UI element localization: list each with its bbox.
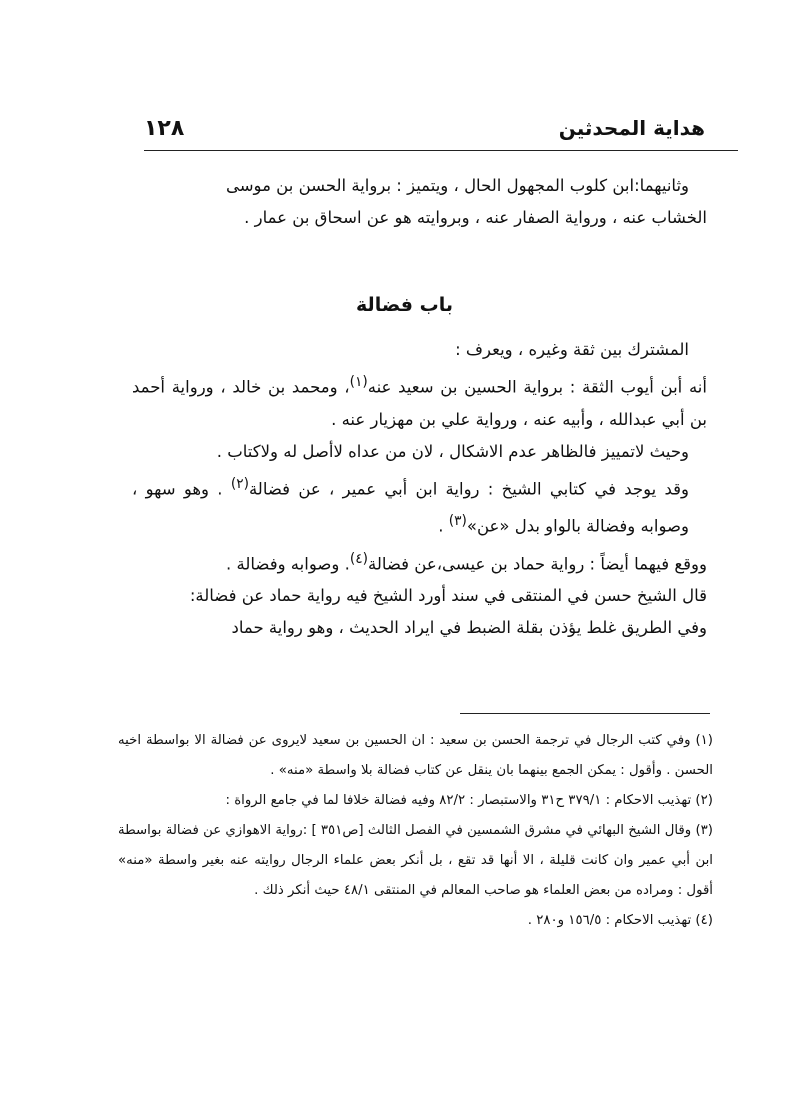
paragraph-4-a: وقد يوجد في كتابي الشيخ : رواية ابن أبي عمير ، عن فضالة — [248, 479, 689, 498]
paragraph-6: قال الشيخ حسن في المنتقى في سند أورد الشيخ فيه رواية حماد عن فضالة: — [189, 586, 707, 605]
paragraph-1: المشترك بين ثقة وغيره ، ويعرف : — [455, 340, 689, 359]
footnote-rule — [460, 713, 710, 714]
paragraph-4 — [132, 468, 707, 543]
footnotes — [118, 726, 713, 936]
footnote-ref-1: (١) — [349, 374, 368, 390]
paragraph-4-b: . وهو سهو ، وصوابه وفضالة بالواو بدل «عن» — [132, 479, 689, 536]
footnote-3: (٣) وقال الشيخ البهائي في مشرق الشمسين في الفصل الثالث [ص٣٥١ ] :رواية الاهوازي عن فضالة بواسطة ابن أبي عمير وان كانت قليلة ، الا أنها قد تقع ، بل أنكر بعض علماء الرجال روايته عنه بغير واسطة «منه» أقول : ومراده من بعض العلماء هو صاحب المعالم في المنتقى ٤٨/١ حيث أنكر ذلك . — [118, 823, 713, 898]
footnote-4: (٤) تهذيب الاحكام : ١٥٦/٥ و٢٨٠ . — [527, 913, 713, 928]
paragraph-4-c: . — [438, 516, 449, 536]
paragraph-5-a: ووقع فيهما أيضاً : رواية حماد بن عيسى،عن فضالة — [367, 554, 707, 573]
paragraph-2 — [132, 366, 707, 436]
intro-line-1: وثانيهما:ابن كلوب المجهول الحال ، ويتميز : برواية الحسن بن موسى — [225, 176, 689, 195]
intro-paragraph — [132, 170, 707, 234]
section-body — [132, 334, 707, 644]
paragraph-5 — [132, 543, 707, 581]
paragraph-3: وحيث لاتمييز فالظاهر عدم الاشكال ، لان من عداه لاأصل له ولاكتاب . — [216, 441, 689, 461]
footnote-2: (٢) تهذيب الاحكام : ٣٧٩/١ ح٣١ والاستبصار : ٨٢/٢ وفيه فضالة خلافا لما في جامع الرواة : — [225, 793, 713, 808]
header-rule — [144, 150, 738, 151]
running-title: هداية المحدثين — [558, 116, 705, 140]
section-heading: باب فضالة — [356, 294, 453, 316]
paragraph-5-b: . وصوابه وفضالة . — [226, 554, 350, 573]
page-number: ١٢٨ — [144, 116, 185, 141]
footnote-ref-3: (٣) — [448, 513, 467, 529]
footnote-ref-4: (٤) — [349, 550, 368, 567]
paragraph-2-a: أنه أبن أيوب الثقة : برواية الحسين بن سعيد عنه — [367, 377, 707, 397]
paragraph-2-b: ، ومحمد بن خالد ، ورواية أحمد بن أبي عبدالله ، وأبيه عنه ، ورواية علي بن مهزيار عنه . — [132, 377, 707, 429]
paragraph-7: وفي الطريق غلط يؤذن بقلة الضبط في ايراد الحديث ، وهو رواية حماد — [231, 618, 707, 637]
footnote-ref-2: (٢) — [230, 475, 249, 492]
intro-line-2: الخشاب عنه ، ورواية الصفار عنه ، وبروايته هو عن اسحاق بن عمار . — [244, 208, 707, 227]
footnote-1: (١) وفي كتب الرجال في ترجمة الحسن بن سعيد : ان الحسين بن سعيد لايروى عن فضالة الا بواسطة اخيه الحسن . وأقول : يمكن الجمع بينهما بان ينقل عن كتاب فضالة بلا واسطة «منه» . — [118, 733, 713, 778]
